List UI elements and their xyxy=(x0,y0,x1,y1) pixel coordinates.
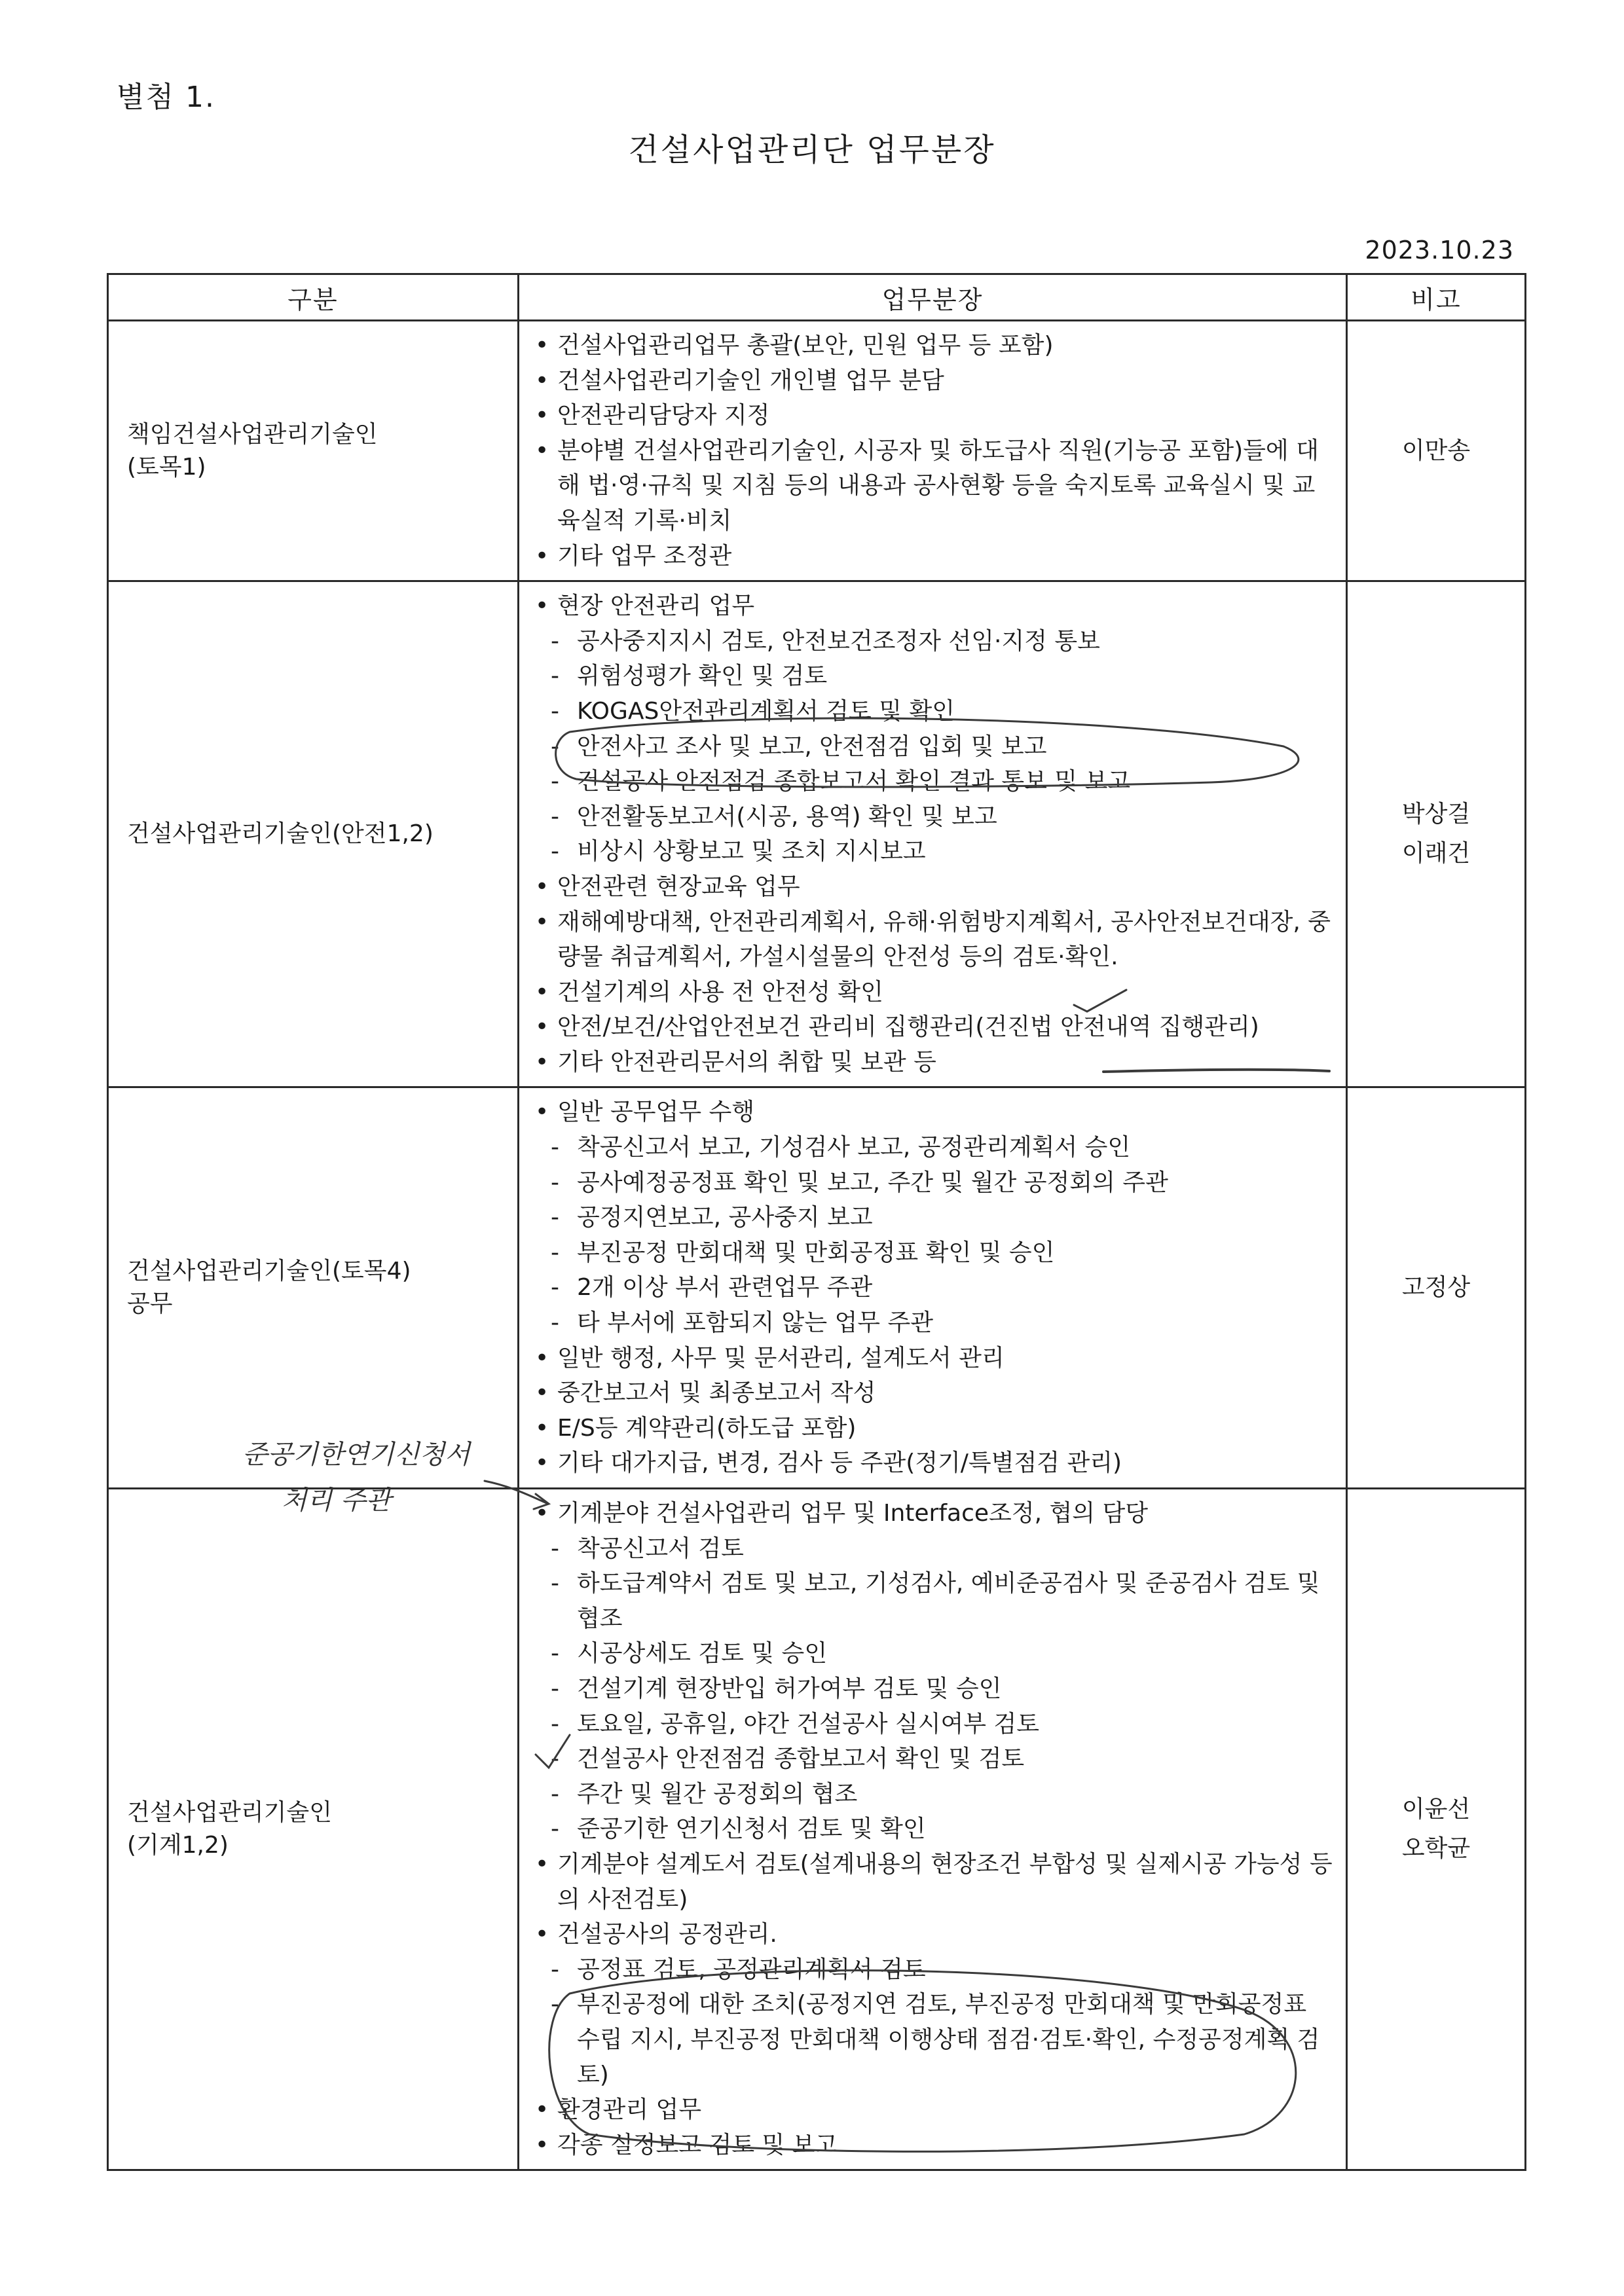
row-duties-cell xyxy=(519,321,1347,581)
header-remarks: 비고 xyxy=(1347,274,1526,321)
duty-sub-item: - 비상시 상황보고 및 조치 지시보고 xyxy=(535,834,1334,869)
duty-sub-item: - 위험성평가 확인 및 검토 xyxy=(535,659,1334,694)
duty-sub-item: - 착공신고서 보고, 기성검사 보고, 공정관리계획서 승인 xyxy=(535,1130,1334,1165)
duty-bullet-item: • E/S등 계약관리(하도급 포함) xyxy=(535,1411,1334,1446)
duty-table xyxy=(107,273,1526,2171)
duty-sub-item: - 건설공사 안전점검 종합보고서 확인 결과 통보 및 보고 xyxy=(535,764,1334,799)
duty-sub-item: - KOGAS안전관리계획서 검토 및 확인 xyxy=(535,694,1334,729)
duty-bullet-item: • 건설기계의 사용 전 안전성 확인 xyxy=(535,975,1334,1010)
duty-bullet-item: • 일반 공무업무 수행 xyxy=(535,1095,1334,1130)
duty-bullet-item: • 각종 실정보고 검토 및 보고 xyxy=(535,2128,1334,2163)
duty-sub-item: - 타 부서에 포함되지 않는 업무 주관 xyxy=(535,1305,1334,1341)
duty-sub-item: - 건설기계 현장반입 허가여부 검토 및 승인 xyxy=(535,1671,1334,1707)
duty-sub-item: - 부진공정에 대한 조치(공정지연 검토, 부진공정 만회대책 및 만회공정표 수립 지시, 부진공정 만회대책 이행상태 점검·검토·확인, 수정공정계획 검토) xyxy=(535,1987,1334,2092)
category-label: 공무 xyxy=(127,1290,173,1318)
person-name: 고정상 xyxy=(1401,1274,1471,1302)
duty-bullet-item: • 건설사업관리기술인 개인별 업무 분담 xyxy=(535,363,1334,399)
person-name: 박상걸 xyxy=(1401,801,1471,828)
duty-bullet-item: • 기타 대가지급, 변경, 검사 등 주관(정기/특별점검 관리) xyxy=(535,1446,1334,1481)
handwritten-note-line-1: 준공기한연기신청서 xyxy=(242,1440,470,1470)
category-label: (토목1) xyxy=(127,453,206,481)
duty-sub-item: - 공정지연보고, 공사중지 보고 xyxy=(535,1200,1334,1235)
duty-sub-item: - 공사예정공정표 확인 및 보고, 주간 및 월간 공정회의 주관 xyxy=(535,1165,1334,1201)
table-row xyxy=(108,1489,1526,2170)
duty-sub-item: - 착공신고서 검토 xyxy=(535,1531,1334,1567)
category-label: 건설사업관리기술인(안전1,2) xyxy=(127,820,434,848)
row-remarks-cell xyxy=(1347,581,1526,1087)
duty-bullet-item: • 일반 행정, 사무 및 문서관리, 설계도서 관리 xyxy=(535,1341,1334,1376)
duty-bullet-item: • 안전/보건/산업안전보건 관리비 집행관리(건진법 안전내역 집행관리) xyxy=(535,1010,1334,1045)
row-category-cell xyxy=(108,581,519,1087)
row-duties-cell xyxy=(519,1489,1347,2170)
header-category: 구분 xyxy=(108,274,519,321)
person-name: 오학균 xyxy=(1401,1835,1471,1863)
handwritten-note-line-2: 처리 주관 xyxy=(282,1485,392,1516)
table-header-row xyxy=(108,274,1526,321)
duty-sub-item: - 부진공정 만회대책 및 만회공정표 확인 및 승인 xyxy=(535,1235,1334,1271)
row-remarks-cell xyxy=(1347,321,1526,581)
row-remarks-cell xyxy=(1347,1489,1526,2170)
duty-sub-item: - 공정표 검토, 공정관리계획서 검토 xyxy=(535,1952,1334,1988)
table-body xyxy=(108,321,1526,2170)
duty-sub-item: - 하도급계약서 검토 및 보고, 기성검사, 예비준공검사 및 준공검사 검토 및 협조 xyxy=(535,1566,1334,1636)
duty-sub-item: - 토요일, 공휴일, 야간 건설공사 실시여부 검토 xyxy=(535,1707,1334,1742)
category-label: 건설사업관리기술인 xyxy=(127,1799,332,1827)
duty-bullet-item: • 분야별 건설사업관리기술인, 시공자 및 하도급사 직원(기능공 포함)들에 대해 법·영·규칙 및 지침 등의 내용과 공사현황 등을 숙지토록 교육실시 및 교육실적 기록·비치 xyxy=(535,433,1334,539)
duty-sub-item: - 건설공사 안전점검 종합보고서 확인 및 검토 xyxy=(535,1741,1334,1777)
duty-sub-item: - 안전사고 조사 및 보고, 안전점검 입회 및 보고 xyxy=(535,729,1334,765)
duty-bullet-item: • 안전관련 현장교육 업무 xyxy=(535,869,1334,905)
table-row xyxy=(108,581,1526,1087)
document-title: 건설사업관리단 업무분장 xyxy=(628,132,996,168)
row-category-cell xyxy=(108,321,519,581)
duty-bullet-item: • 기타 업무 조정관 xyxy=(535,539,1334,574)
duty-sub-item: - 안전활동보고서(시공, 용역) 확인 및 보고 xyxy=(535,799,1334,835)
duty-bullet-item: • 중간보고서 및 최종보고서 작성 xyxy=(535,1376,1334,1411)
attachment-label: 별첨 1. xyxy=(117,81,215,114)
row-category-cell xyxy=(108,1087,519,1489)
category-label: 건설사업관리기술인(토목4) xyxy=(127,1258,411,1285)
person-name: 이만송 xyxy=(1401,437,1471,464)
duty-sub-item: - 시공상세도 검토 및 승인 xyxy=(535,1636,1334,1671)
duty-bullet-item: • 건설사업관리업무 총괄(보안, 민원 업무 등 포함) xyxy=(535,328,1334,363)
table-row xyxy=(108,1087,1526,1489)
duty-bullet-item: • 건설공사의 공정관리. xyxy=(535,1917,1334,1952)
row-duties-cell xyxy=(519,581,1347,1087)
document-date: 2023.10.23 xyxy=(1365,236,1514,264)
duty-bullet-item: • 재해예방대책, 안전관리계획서, 유해·위험방지계획서, 공사안전보건대장, 중량물 취급계획서, 가설시설물의 안전성 등의 검토·확인. xyxy=(535,905,1334,975)
row-duties-cell xyxy=(519,1087,1347,1489)
duty-sub-item: - 2개 이상 부서 관련업무 주관 xyxy=(535,1270,1334,1305)
category-label: 책임건설사업관리기술인 xyxy=(127,420,378,448)
duty-bullet-item: • 환경관리 업무 xyxy=(535,2092,1334,2128)
duty-sub-item: - 준공기한 연기신청서 검토 및 확인 xyxy=(535,1812,1334,1847)
person-name: 이래건 xyxy=(1401,840,1471,867)
duty-bullet-item: • 현장 안전관리 업무 xyxy=(535,589,1334,624)
duty-bullet-item: • 기타 안전관리문서의 취합 및 보관 등 xyxy=(535,1045,1334,1080)
header-duties: 업무분장 xyxy=(519,274,1347,321)
duty-bullet-item: • 기계분야 건설사업관리 업무 및 Interface조정, 협의 담당 xyxy=(535,1496,1334,1531)
table-row xyxy=(108,321,1526,581)
person-name: 이윤선 xyxy=(1401,1796,1471,1823)
duty-bullet-item: • 안전관리담당자 지정 xyxy=(535,398,1334,433)
duty-sub-item: - 공사중지지시 검토, 안전보건조정자 선임·지정 통보 xyxy=(535,624,1334,659)
duty-bullet-item: • 기계분야 설계도서 검토(설계내용의 현장조건 부합성 및 실제시공 가능성 등의 사전검토) xyxy=(535,1847,1334,1917)
duty-sub-item: - 주간 및 월간 공정회의 협조 xyxy=(535,1777,1334,1812)
row-remarks-cell xyxy=(1347,1087,1526,1489)
category-label: (기계1,2) xyxy=(127,1832,229,1859)
row-category-cell xyxy=(108,1489,519,2170)
